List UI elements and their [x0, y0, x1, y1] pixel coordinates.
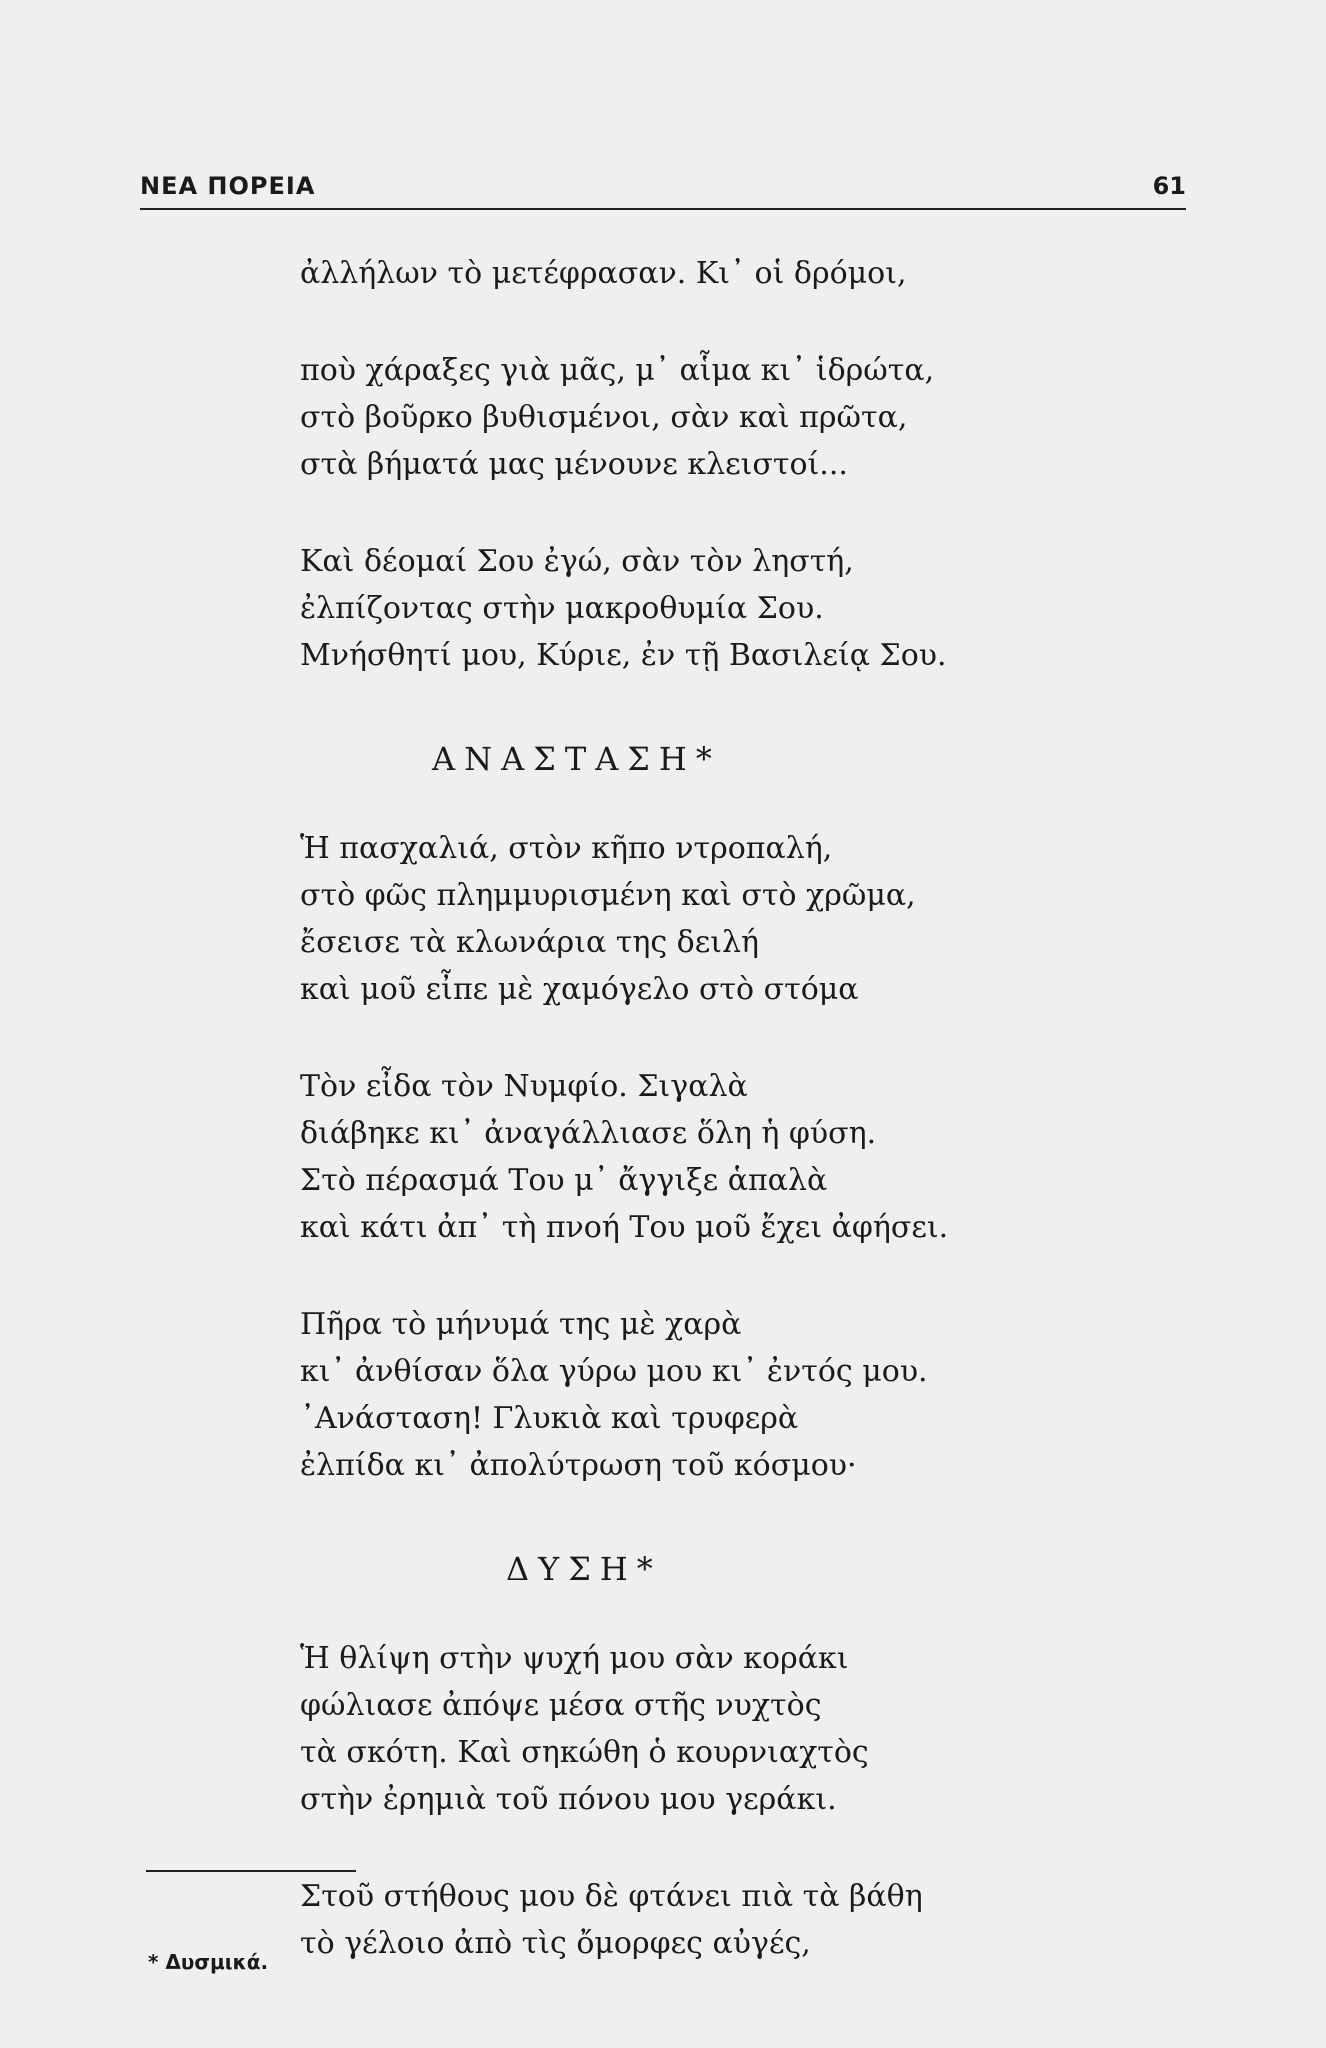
poem1-stanza-3: [300, 1301, 1200, 1489]
opening-stanza-1: [300, 250, 1200, 297]
running-head: [140, 168, 1186, 210]
poem1-stanza-1: [300, 825, 1200, 1013]
verse-line: ἔσεισε τὰ κλωνάρια της δειλή: [300, 925, 760, 960]
verse-line: ἐλπίδα κι᾽ ἀπολύτρωση τοῦ κόσμου·: [300, 1448, 857, 1483]
verse-line: Ἡ θλίψη στὴν ψυχή μου σὰν κοράκι: [300, 1641, 849, 1676]
verse-line: κι᾽ ἀνθίσαν ὅλα γύρω μου κι᾽ ἐντός μου.: [300, 1354, 928, 1389]
verse-line: τὸ γέλοιο ἀπὸ τὶς ὄμορφες αὐγές,: [300, 1926, 811, 1961]
poem-title-dysi: ΔΥΣΗ*: [506, 1550, 662, 1588]
journal-title: ΝΕΑ ΠΟΡΕΙΑ: [140, 172, 316, 200]
verse-line: στὰ βήματά μας μένουνε κλειστοί...: [300, 447, 848, 482]
verse-line: ᾽Ανάσταση! Γλυκιὰ καὶ τρυφερὰ: [300, 1401, 799, 1436]
verse-line: Καὶ δέομαί Σου ἐγώ, σὰν τὸν ληστή,: [300, 544, 854, 579]
footnote-divider: [146, 1870, 356, 1872]
verse-line: Ἡ πασχαλιά, στὸν κῆπο ντροπαλή,: [300, 831, 833, 866]
verse-line: διάβηκε κι᾽ ἀναγάλλιασε ὅλη ἡ φύση.: [300, 1116, 877, 1151]
verse-line: Στὸ πέρασμά Του μ᾽ ἄγγιξε ἁπαλὰ: [300, 1163, 828, 1198]
verse-line: Τὸν εἶδα τὸν Νυμφίο. Σιγαλὰ: [300, 1069, 748, 1104]
poem1-stanza-2: [300, 1063, 1200, 1251]
page-content: [300, 250, 1200, 2017]
poem2-stanza-1: [300, 1635, 1200, 1823]
verse-line: στὸ βοῦρκο βυθισμένοι, σὰν καὶ πρῶτα,: [300, 400, 908, 435]
verse-line: ποὺ χάραξες γιὰ μᾶς, μ᾽ αἷμα κι᾽ ἱδρώτα,: [300, 353, 935, 388]
verse-line: καὶ μοῦ εἶπε μὲ χαμόγελο στὸ στόμα: [300, 972, 859, 1007]
footnote: * Δυσμικά.: [148, 1950, 269, 1974]
opening-stanza-2: [300, 347, 1200, 488]
verse-line: καὶ κάτι ἀπ᾽ τὴ πνοή Του μοῦ ἔχει ἀφήσει.: [300, 1210, 949, 1245]
verse-line: ἀλλήλων τὸ μετέφρασαν. Κι᾽ οἱ δρόμοι,: [300, 256, 907, 291]
page-number: 61: [1152, 172, 1186, 200]
verse-line: στὸ φῶς πλημμυρισμένη καὶ στὸ χρῶμα,: [300, 878, 916, 913]
verse-line: στὴν ἐρημιὰ τοῦ πόνου μου γεράκι.: [300, 1782, 837, 1817]
verse-line: Μνήσθητί μου, Κύριε, ἐν τῇ Βασιλείᾳ Σου.: [300, 638, 947, 673]
verse-line: Στοῦ στήθους μου δὲ φτάνει πιὰ τὰ βάθη: [300, 1879, 923, 1914]
verse-line: τὰ σκότη. Καὶ σηκώθη ὁ κουρνιαχτὸς: [300, 1735, 869, 1770]
verse-line: ἐλπίζοντας στὴν μακροθυμία Σου.: [300, 591, 824, 626]
verse-line: Πῆρα τὸ μήνυμά της μὲ χαρὰ: [300, 1307, 742, 1342]
verse-line: φώλιασε ἀπόψε μέσα στῆς νυχτὸς: [300, 1688, 822, 1723]
poem-title-anastasi: ΑΝΑΣΤΑΣΗ*: [432, 740, 721, 778]
poem2-stanza-2: [300, 1873, 1200, 1967]
opening-stanza-3: [300, 538, 1200, 679]
